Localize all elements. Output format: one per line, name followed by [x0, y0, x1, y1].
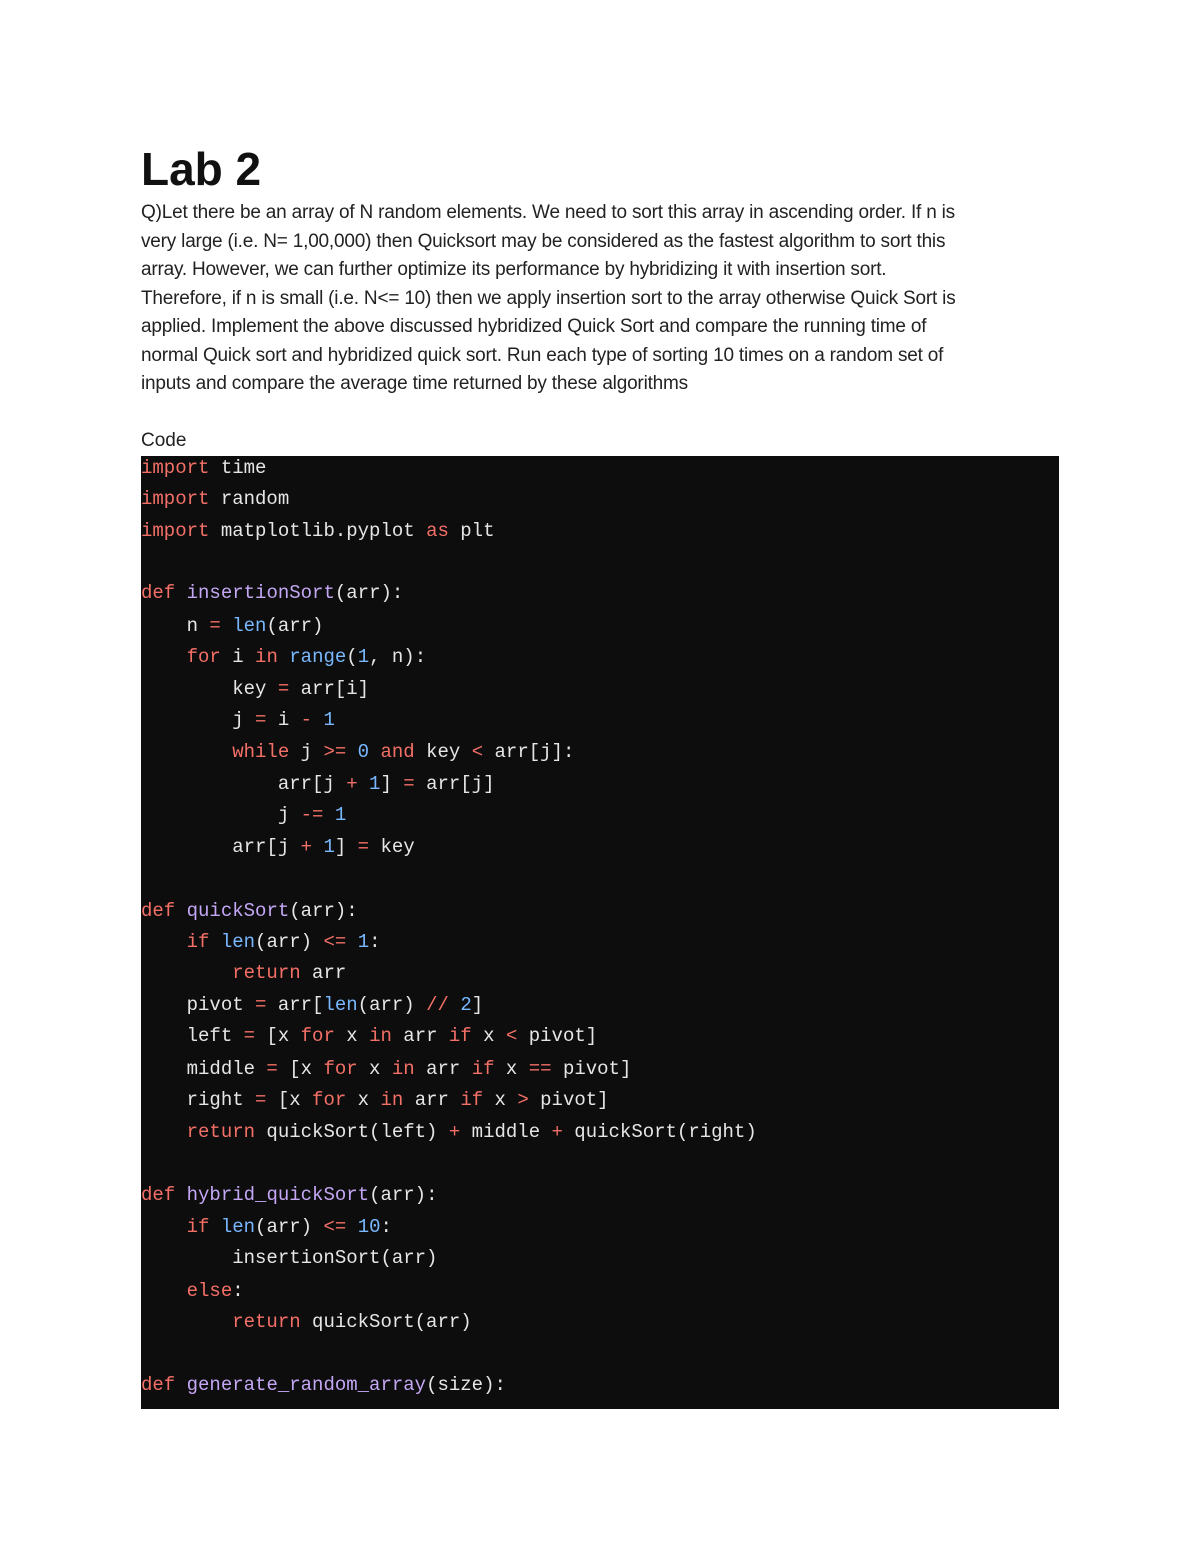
code-token — [175, 1184, 186, 1206]
code-line — [141, 642, 426, 672]
code-token — [312, 836, 323, 858]
code-token: : — [380, 1216, 392, 1238]
code-token: generate_random_array — [186, 1374, 427, 1396]
code-token: 1 — [334, 804, 347, 826]
code-token: <= — [323, 931, 347, 953]
code-token: arr — [391, 1025, 449, 1047]
code-token: = — [277, 678, 290, 700]
code-token: pivot] — [551, 1058, 632, 1080]
code-token: < — [505, 1025, 518, 1047]
code-token: else — [186, 1280, 233, 1302]
code-token: // — [426, 994, 449, 1016]
code-token — [221, 615, 232, 637]
code-token: = — [357, 836, 370, 858]
code-token: + — [346, 773, 358, 795]
code-token: x — [357, 1058, 392, 1080]
code-token: ] — [471, 994, 484, 1016]
code-token: < — [471, 741, 484, 763]
code-token: (arr): — [289, 900, 358, 922]
code-token — [141, 1280, 187, 1302]
code-token: ] — [334, 836, 358, 858]
code-token: [x — [277, 1058, 324, 1080]
question-line: array. However, we can further optimize its performance by hybridizing it with insertion sort. — [141, 259, 887, 280]
code-token: for — [186, 646, 221, 668]
code-token: x — [334, 1025, 370, 1047]
code-token: -= — [300, 804, 324, 826]
code-token: len — [323, 994, 358, 1016]
code-token: ] — [380, 773, 404, 795]
code-token: if — [186, 931, 210, 953]
code-token: key — [141, 678, 278, 700]
code-token: as — [426, 520, 449, 542]
code-line — [141, 1370, 506, 1400]
code-token — [346, 741, 357, 763]
code-token — [346, 1216, 357, 1238]
code-line — [141, 832, 415, 862]
code-token: 1 — [369, 773, 381, 795]
code-token: pivot] — [528, 1089, 609, 1111]
code-line — [141, 611, 323, 641]
code-token: import — [141, 488, 210, 510]
code-token: range — [289, 646, 347, 668]
code-token: 10 — [357, 1216, 381, 1238]
code-line — [141, 1180, 437, 1210]
code-line — [141, 800, 346, 830]
code-token: 1 — [323, 836, 335, 858]
question-line: inputs and compare the average time returned by these algorithms — [141, 373, 688, 394]
code-token: arr[i] — [289, 678, 370, 700]
code-token: i — [220, 646, 256, 668]
code-line — [141, 769, 495, 799]
code-token: len — [220, 1216, 256, 1238]
code-token: = — [266, 1058, 278, 1080]
question-line: Therefore, if n is small (i.e. N<= 10) then we apply insertion sort to the array otherwise Quick Sort is — [141, 287, 956, 309]
code-token — [175, 900, 186, 922]
code-token: >= — [323, 741, 347, 763]
code-token: (arr) — [266, 615, 324, 637]
code-token: 0 — [357, 741, 370, 763]
code-token: pivot — [141, 994, 256, 1016]
code-line — [141, 674, 369, 704]
code-token — [175, 582, 186, 604]
code-token: == — [528, 1058, 552, 1080]
code-line — [141, 927, 381, 957]
question-line: very large (i.e. N= 1,00,000) then Quicksort may be considered as the fastest algorithm to sort this — [141, 230, 946, 252]
code-token — [209, 931, 220, 953]
code-token: j — [141, 709, 256, 731]
code-token: [x — [255, 1025, 301, 1047]
code-line — [141, 705, 335, 735]
code-token: pivot] — [517, 1025, 598, 1047]
code-token: for — [300, 1025, 335, 1047]
code-token: arr[ — [266, 994, 324, 1016]
code-token: arr[j] — [414, 773, 495, 795]
code-token: quickSort(left) — [255, 1121, 449, 1143]
code-token: quickSort(right) — [562, 1121, 757, 1143]
code-token — [449, 994, 460, 1016]
code-token: 1 — [357, 646, 370, 668]
code-token — [346, 931, 357, 953]
code-token — [141, 741, 232, 763]
code-line — [141, 1243, 437, 1273]
code-token — [209, 1216, 220, 1238]
code-token: if — [186, 1216, 210, 1238]
code-token: 2 — [460, 994, 472, 1016]
code-token: def — [141, 582, 176, 604]
question-line: normal Quick sort and hybridized quick sort. Run each type of sorting 10 times on a random set of — [141, 344, 944, 366]
code-token: in — [380, 1089, 404, 1111]
code-token: = — [255, 709, 267, 731]
code-token: x — [346, 1089, 381, 1111]
code-token: quickSort(arr) — [300, 1311, 472, 1333]
code-token: len — [232, 615, 267, 637]
code-token: x — [471, 1025, 506, 1047]
code-line — [141, 1021, 597, 1051]
code-token: and — [380, 741, 415, 763]
code-token: return — [232, 962, 301, 984]
code-token: hybrid_quickSort — [186, 1184, 370, 1206]
code-token: j — [141, 804, 301, 826]
code-line — [141, 456, 266, 483]
code-token: [x — [266, 1089, 313, 1111]
code-token: import — [141, 457, 210, 479]
code-token: = — [255, 994, 267, 1016]
code-token: j — [289, 741, 324, 763]
code-token: (arr): — [369, 1184, 438, 1206]
code-block — [141, 456, 1059, 1409]
code-token: quickSort — [186, 900, 290, 922]
code-token — [175, 1374, 186, 1396]
code-line — [141, 484, 289, 514]
code-token: (size): — [426, 1374, 506, 1396]
code-token — [358, 773, 369, 795]
code-token: n — [141, 615, 210, 637]
code-line — [141, 1307, 472, 1337]
code-token — [141, 1216, 187, 1238]
code-token: for — [312, 1089, 347, 1111]
code-token: right — [141, 1089, 256, 1111]
code-token — [141, 1311, 232, 1333]
code-token: (arr): — [334, 582, 404, 604]
code-token — [141, 962, 232, 984]
code-token: in — [255, 646, 278, 668]
code-line — [141, 516, 494, 546]
code-token: x — [483, 1089, 518, 1111]
code-label: Code — [141, 430, 187, 451]
code-token: (arr) — [255, 1216, 324, 1238]
code-token: left — [141, 1025, 244, 1047]
code-token: 1 — [323, 709, 335, 731]
code-token: + — [448, 1121, 461, 1143]
code-token: plt — [448, 520, 495, 542]
code-token — [278, 646, 289, 668]
question-line: applied. Implement the above discussed hybridized Quick Sort and compare the running time of — [141, 316, 927, 337]
code-token: key — [414, 741, 472, 763]
code-line — [141, 958, 346, 988]
code-token: middle — [460, 1121, 552, 1143]
code-token: = — [209, 615, 221, 637]
code-token — [141, 1121, 187, 1143]
code-token: in — [391, 1058, 415, 1080]
code-token: return — [232, 1311, 301, 1333]
code-line — [141, 578, 403, 608]
question-line: Q)Let there be an array of N random elements. We need to sort this array in ascending order. If n is — [141, 202, 955, 223]
code-token: = — [255, 1089, 267, 1111]
code-token — [323, 804, 334, 826]
code-token: arr — [414, 1058, 472, 1080]
code-token: len — [220, 931, 256, 953]
code-token: + — [300, 836, 313, 858]
code-token: if — [448, 1025, 472, 1047]
code-token: insertionSort(arr) — [141, 1247, 438, 1269]
code-line — [141, 1276, 244, 1306]
code-token — [141, 931, 187, 953]
code-token — [369, 741, 380, 763]
code-token: arr[j — [141, 836, 301, 858]
code-token: import — [141, 520, 210, 542]
code-token: = — [403, 773, 415, 795]
code-token: return — [186, 1121, 256, 1143]
code-token: middle — [141, 1058, 267, 1080]
code-token: <= — [323, 1216, 347, 1238]
code-token: > — [517, 1089, 529, 1111]
code-token: = — [243, 1025, 256, 1047]
code-token: matplotlib.pyplot — [209, 520, 427, 542]
code-token: ( — [346, 646, 358, 668]
code-token: def — [141, 1184, 176, 1206]
code-token: if — [471, 1058, 495, 1080]
code-line — [141, 896, 358, 926]
code-token: arr[j — [141, 773, 347, 795]
code-token: i — [266, 709, 301, 731]
code-token: while — [232, 741, 290, 763]
code-token: in — [369, 1025, 392, 1047]
code-token: time — [209, 457, 267, 479]
code-token: (arr) — [255, 931, 324, 953]
code-token: x — [494, 1058, 529, 1080]
code-token: def — [141, 900, 176, 922]
code-token: key — [369, 836, 415, 858]
code-line — [141, 1085, 609, 1115]
code-token: (arr) — [357, 994, 427, 1016]
question-text — [141, 199, 1059, 399]
code-token — [312, 709, 323, 731]
code-token: - — [300, 709, 313, 731]
code-token: def — [141, 1374, 176, 1396]
code-line — [141, 737, 574, 767]
code-token: : — [369, 931, 381, 953]
code-line — [141, 990, 483, 1020]
code-token: : — [232, 1280, 244, 1302]
code-token: random — [209, 488, 290, 510]
code-line — [141, 1054, 631, 1084]
code-token: arr — [403, 1089, 461, 1111]
code-token: for — [323, 1058, 358, 1080]
page-title: Lab 2 — [141, 143, 262, 195]
code-token: if — [460, 1089, 484, 1111]
code-token: arr[j]: — [483, 741, 575, 763]
code-token: , n): — [369, 646, 427, 668]
code-line — [141, 1212, 392, 1242]
code-token: insertionSort — [186, 582, 335, 604]
code-token — [141, 646, 187, 668]
code-token: + — [551, 1121, 563, 1143]
code-token: 1 — [357, 931, 370, 953]
code-token: arr — [300, 962, 347, 984]
code-line — [141, 1117, 757, 1147]
